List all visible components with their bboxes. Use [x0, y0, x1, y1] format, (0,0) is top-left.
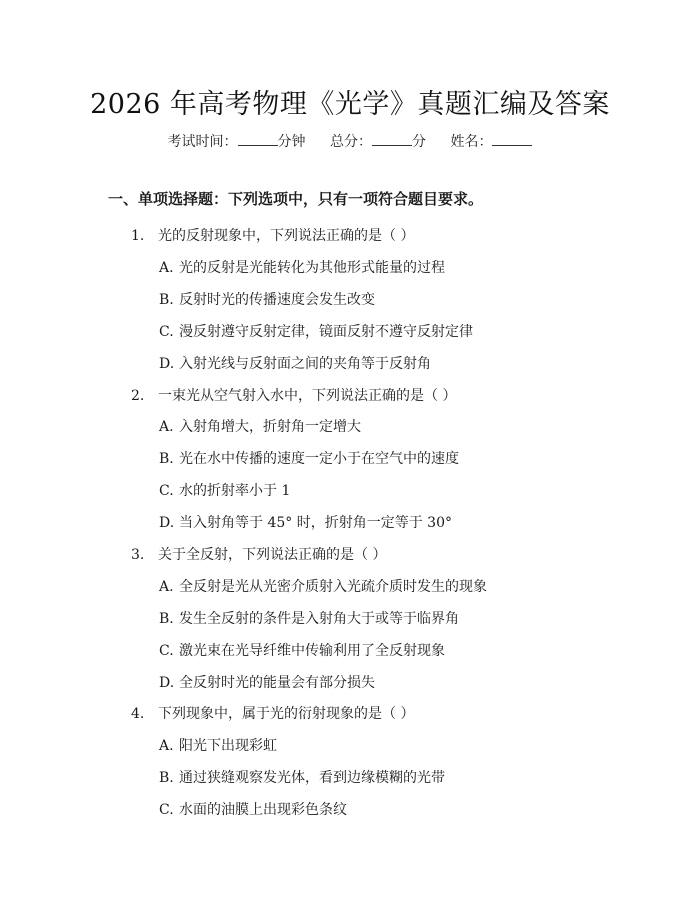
- option-text: 发生全反射的条件是入射角大于或等于临界角: [179, 611, 459, 627]
- option-text: 反射时光的传播速度会发生改变: [179, 292, 375, 308]
- question-1: [131, 225, 414, 245]
- question-stem: 下列现象中，属于光的衍射现象的是（ ）: [158, 706, 415, 722]
- question-2-option-b: [159, 448, 459, 468]
- question-1-option-a: [159, 257, 445, 277]
- total-score-field: [330, 131, 426, 151]
- option-text: 水面的油膜上出现彩色条纹: [179, 802, 347, 818]
- question-3-option-b: [159, 608, 459, 628]
- question-stem: 光的反射现象中，下列说法正确的是（ ）: [158, 228, 415, 244]
- option-text: 入射光线与反射面之间的夹角等于反射角: [179, 356, 431, 372]
- option-letter: A.: [159, 419, 174, 435]
- option-text: 激光束在光导纤维中传输利用了全反射现象: [179, 643, 445, 659]
- option-text: 漫反射遵守反射定律，镜面反射不遵守反射定律: [179, 324, 473, 340]
- option-text: 全反射时光的能量会有部分损失: [179, 675, 375, 691]
- question-3-option-c: [159, 640, 445, 660]
- question-1-option-c: [159, 321, 473, 341]
- question-2-option-d: [159, 512, 452, 532]
- question-2-option-c: [159, 480, 290, 500]
- option-text: 光的反射是光能转化为其他形式能量的过程: [179, 260, 445, 276]
- option-letter: D.: [159, 675, 175, 691]
- option-letter: B.: [159, 451, 174, 467]
- total-score-label: 总分：: [330, 134, 372, 150]
- student-name-field: [450, 131, 532, 151]
- option-text: 阳光下出现彩虹: [179, 738, 277, 754]
- question-4: [131, 703, 414, 723]
- total-score-unit: 分: [412, 134, 426, 150]
- question-3-option-d: [159, 672, 375, 692]
- question-2: [131, 385, 456, 405]
- question-stem: 一束光从空气射入水中，下列说法正确的是（ ）: [158, 388, 457, 404]
- question-stem: 关于全反射，下列说法正确的是（ ）: [158, 547, 387, 563]
- option-letter: A.: [159, 738, 174, 754]
- option-letter: C.: [159, 802, 174, 818]
- exam-info-line: [0, 131, 700, 151]
- question-number: 3.: [131, 547, 145, 563]
- section-heading: 一、单项选择题：下列选项中，只有一项符合题目要求。: [108, 190, 484, 208]
- option-letter: B.: [159, 292, 174, 308]
- exam-time-unit: 分钟: [277, 134, 306, 150]
- option-text: 水的折射率小于 1: [179, 483, 291, 499]
- question-3-option-a: [159, 576, 487, 596]
- question-4-option-b: [159, 767, 445, 787]
- option-letter: C.: [159, 483, 174, 499]
- option-letter: B.: [159, 770, 174, 786]
- option-text: 入射角增大，折射角一定增大: [179, 419, 361, 435]
- student-name-label: 姓名：: [450, 134, 493, 150]
- option-text: 通过狭缝观察发光体，看到边缘模糊的光带: [179, 770, 445, 786]
- total-score-blank[interactable]: [372, 133, 412, 146]
- question-1-option-d: [159, 353, 431, 373]
- exam-time-field: [168, 131, 306, 151]
- question-4-option-a: [159, 735, 277, 755]
- exam-time-label: 考试时间：: [167, 134, 238, 150]
- student-name-blank[interactable]: [492, 133, 532, 146]
- question-1-option-b: [159, 289, 375, 309]
- question-number: 2.: [131, 388, 145, 404]
- option-letter: C.: [159, 643, 174, 659]
- page-title: 2026 年高考物理《光学》真题汇编及答案: [90, 89, 610, 120]
- exam-time-blank[interactable]: [238, 133, 278, 146]
- question-2-option-a: [159, 416, 361, 436]
- question-number: 4.: [131, 706, 145, 722]
- question-4-option-c: [159, 799, 347, 819]
- option-letter: A.: [159, 579, 174, 595]
- option-letter: B.: [159, 611, 174, 627]
- option-text: 当入射角等于 45° 时，折射角一定等于 30°: [179, 515, 452, 531]
- question-3: [131, 544, 386, 564]
- option-letter: D.: [159, 356, 175, 372]
- option-letter: D.: [159, 515, 175, 531]
- question-number: 1.: [131, 228, 145, 244]
- option-text: 全反射是光从光密介质射入光疏介质时发生的现象: [179, 579, 487, 595]
- option-text: 光在水中传播的速度一定小于在空气中的速度: [179, 451, 459, 467]
- option-letter: A.: [159, 260, 174, 276]
- option-letter: C.: [159, 324, 174, 340]
